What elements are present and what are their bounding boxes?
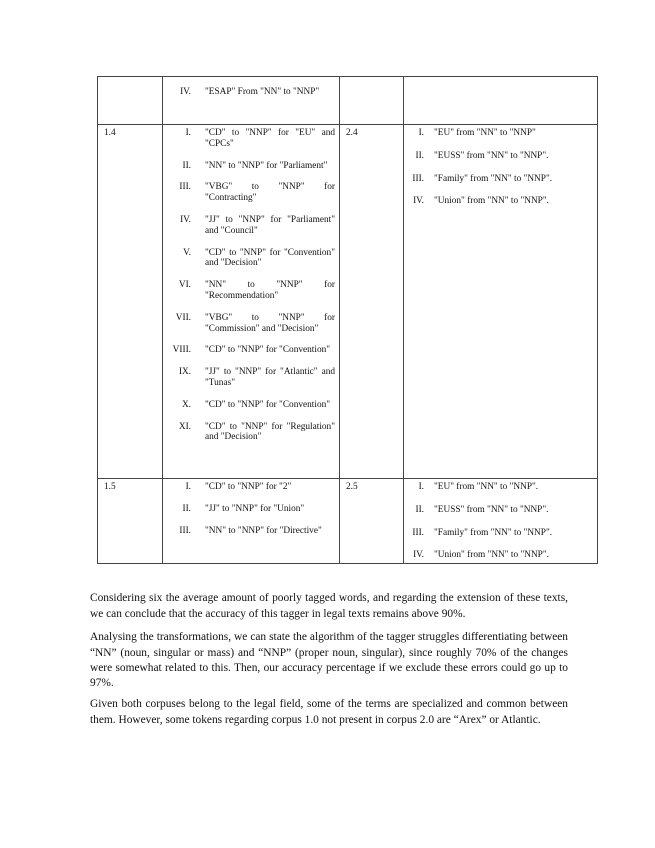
list-item xyxy=(163,482,335,493)
table-cell-empty xyxy=(340,77,404,125)
table-cell-list xyxy=(404,125,598,479)
corpus-id: 2.5 xyxy=(346,482,358,492)
list-item-number: IX. xyxy=(178,367,191,378)
list-item-text: "CD" to "NNP" for "Convention" and "Decision" xyxy=(205,247,335,269)
list-item xyxy=(163,215,335,237)
list-item-text: "Union" from "NN" to "NNP". xyxy=(434,550,549,561)
table-cell-empty xyxy=(98,77,163,125)
list-item-text: "CD" to "NNP" for "2" xyxy=(205,482,292,492)
list-item-number: I. xyxy=(185,482,191,492)
list-item-number: III. xyxy=(412,173,424,184)
list-item xyxy=(404,528,593,539)
list-item-text: "EUSS" from "NN" to "NNP". xyxy=(434,150,549,161)
list-item-number: II. xyxy=(182,160,191,171)
list-item-text: "VBG" to "NNP" for "Contracting" xyxy=(205,182,335,204)
list-item-text: "CD" to "NNP" for "Convention" xyxy=(205,399,331,410)
list-item xyxy=(163,128,335,150)
list-item-text: "Union" from "NN" to "NNP". xyxy=(434,196,549,207)
paragraph-transformations: Analysing the transformations, we can state the algorithm of the tagger struggles differentiating between “NN” (noun, singular or mass) and “NNP” (proper noun, singular), since roughly 70% of the changes were somewhat related to this. Then, our accuracy percentage if we exclude these errors could go up to 97%. xyxy=(90,631,568,689)
corpus-id-cell xyxy=(340,125,404,479)
list-item-text: "NN" to "NNP" for "Directive" xyxy=(205,525,322,536)
list-item-number: III. xyxy=(412,527,424,538)
list-item-text: "CD" to "NNP" for "EU" and "CPCs" xyxy=(205,128,335,149)
list-item xyxy=(404,174,593,185)
list-item-number: VIII. xyxy=(172,345,191,356)
table-cell-list xyxy=(163,479,340,564)
list-item-number: VI. xyxy=(178,280,191,291)
list-item-text: "EU" from "NN" to "NNP". xyxy=(434,482,539,492)
table-row xyxy=(98,479,598,564)
list-item xyxy=(404,128,593,139)
list-item-number: III. xyxy=(179,182,191,193)
list-item xyxy=(404,196,593,207)
list-item-number: IV. xyxy=(180,214,191,225)
list-item-text: "NN" to "NNP" for "Parliament" xyxy=(205,160,328,171)
table-cell-list xyxy=(163,77,340,125)
list-item xyxy=(163,87,335,98)
list-item-number: IV. xyxy=(180,87,191,97)
list-item-number: VII. xyxy=(175,312,191,323)
list-item-number: II. xyxy=(182,503,191,514)
list-item-text: "ESAP" From "NN" to "NNP" xyxy=(205,87,320,97)
list-item-number: XI. xyxy=(178,421,191,432)
list-item-text: "CD" to "NNP" for "Regulation" and "Decision" xyxy=(205,421,335,443)
list-item-text: "JJ" to "NNP" for "Union" xyxy=(205,503,305,514)
list-item xyxy=(163,422,335,444)
list-item xyxy=(163,248,335,270)
corpus-id: 1.5 xyxy=(104,482,116,492)
corpus-id-cell xyxy=(98,479,163,564)
corpus-id: 2.4 xyxy=(346,128,358,138)
list-item-number: I. xyxy=(418,128,424,138)
list-item-text: "EU" from "NN" to "NNP" xyxy=(434,128,536,138)
list-item-text: "Family" from "NN" to "NNP". xyxy=(434,527,553,538)
corpus-id: 1.4 xyxy=(104,128,116,138)
list-item-number: X. xyxy=(181,399,191,410)
table-row xyxy=(98,125,598,479)
list-item xyxy=(404,482,593,493)
list-item-number: III. xyxy=(179,525,191,536)
list-item-number: IV. xyxy=(413,550,424,561)
list-item-text: "NN" to "NNP" for "Recommendation" xyxy=(205,280,335,301)
list-item xyxy=(163,313,335,335)
list-item xyxy=(163,504,335,515)
table-cell-empty xyxy=(404,77,598,125)
paragraph-corpuses: Given both corpuses belong to the legal field, some of the terms are specialized and common between them. However, some tokens regarding corpus 1.0 not present in corpus 2.0 are “Arex” or Atlantic. xyxy=(90,698,568,726)
list-item-number: I. xyxy=(185,128,191,138)
list-item xyxy=(163,161,335,172)
table-cell-list xyxy=(163,125,340,479)
list-item xyxy=(404,151,593,162)
list-item-number: V. xyxy=(183,247,191,258)
list-item-text: "JJ" to "NNP" for "Atlantic" and "Tunas" xyxy=(205,367,335,388)
list-item-text: "VBG" to "NNP" for "Commission" and "Decision" xyxy=(205,312,335,334)
list-item-text: "JJ" to "NNP" for "Parliament" and "Council" xyxy=(205,214,335,236)
list-item xyxy=(163,345,335,356)
transformations-table xyxy=(97,76,598,564)
list-item-number: I. xyxy=(418,482,424,492)
list-item-number: II. xyxy=(415,150,424,161)
list-item-text: "EUSS" from "NN" to "NNP". xyxy=(434,504,549,515)
list-item xyxy=(404,550,593,561)
corpus-id-cell xyxy=(340,479,404,564)
list-item-number: IV. xyxy=(413,196,424,207)
list-item xyxy=(404,505,593,516)
list-item-number: II. xyxy=(415,504,424,515)
list-item-text: "CD" to "NNP" for "Convention" xyxy=(205,345,331,356)
corpus-id-cell xyxy=(98,125,163,479)
list-item xyxy=(163,182,335,204)
paragraph-accuracy: Considering six the average amount of poorly tagged words, and regarding the extension of these texts, we can conclude that the accuracy of this tagger in legal texts remains above 90%. xyxy=(90,592,568,620)
table-row xyxy=(98,77,598,125)
list-item xyxy=(163,280,335,302)
list-item xyxy=(163,367,335,389)
table-cell-list xyxy=(404,479,598,564)
list-item xyxy=(163,400,335,411)
list-item-text: "Family" from "NN" to "NNP". xyxy=(434,173,553,184)
list-item xyxy=(163,526,335,537)
